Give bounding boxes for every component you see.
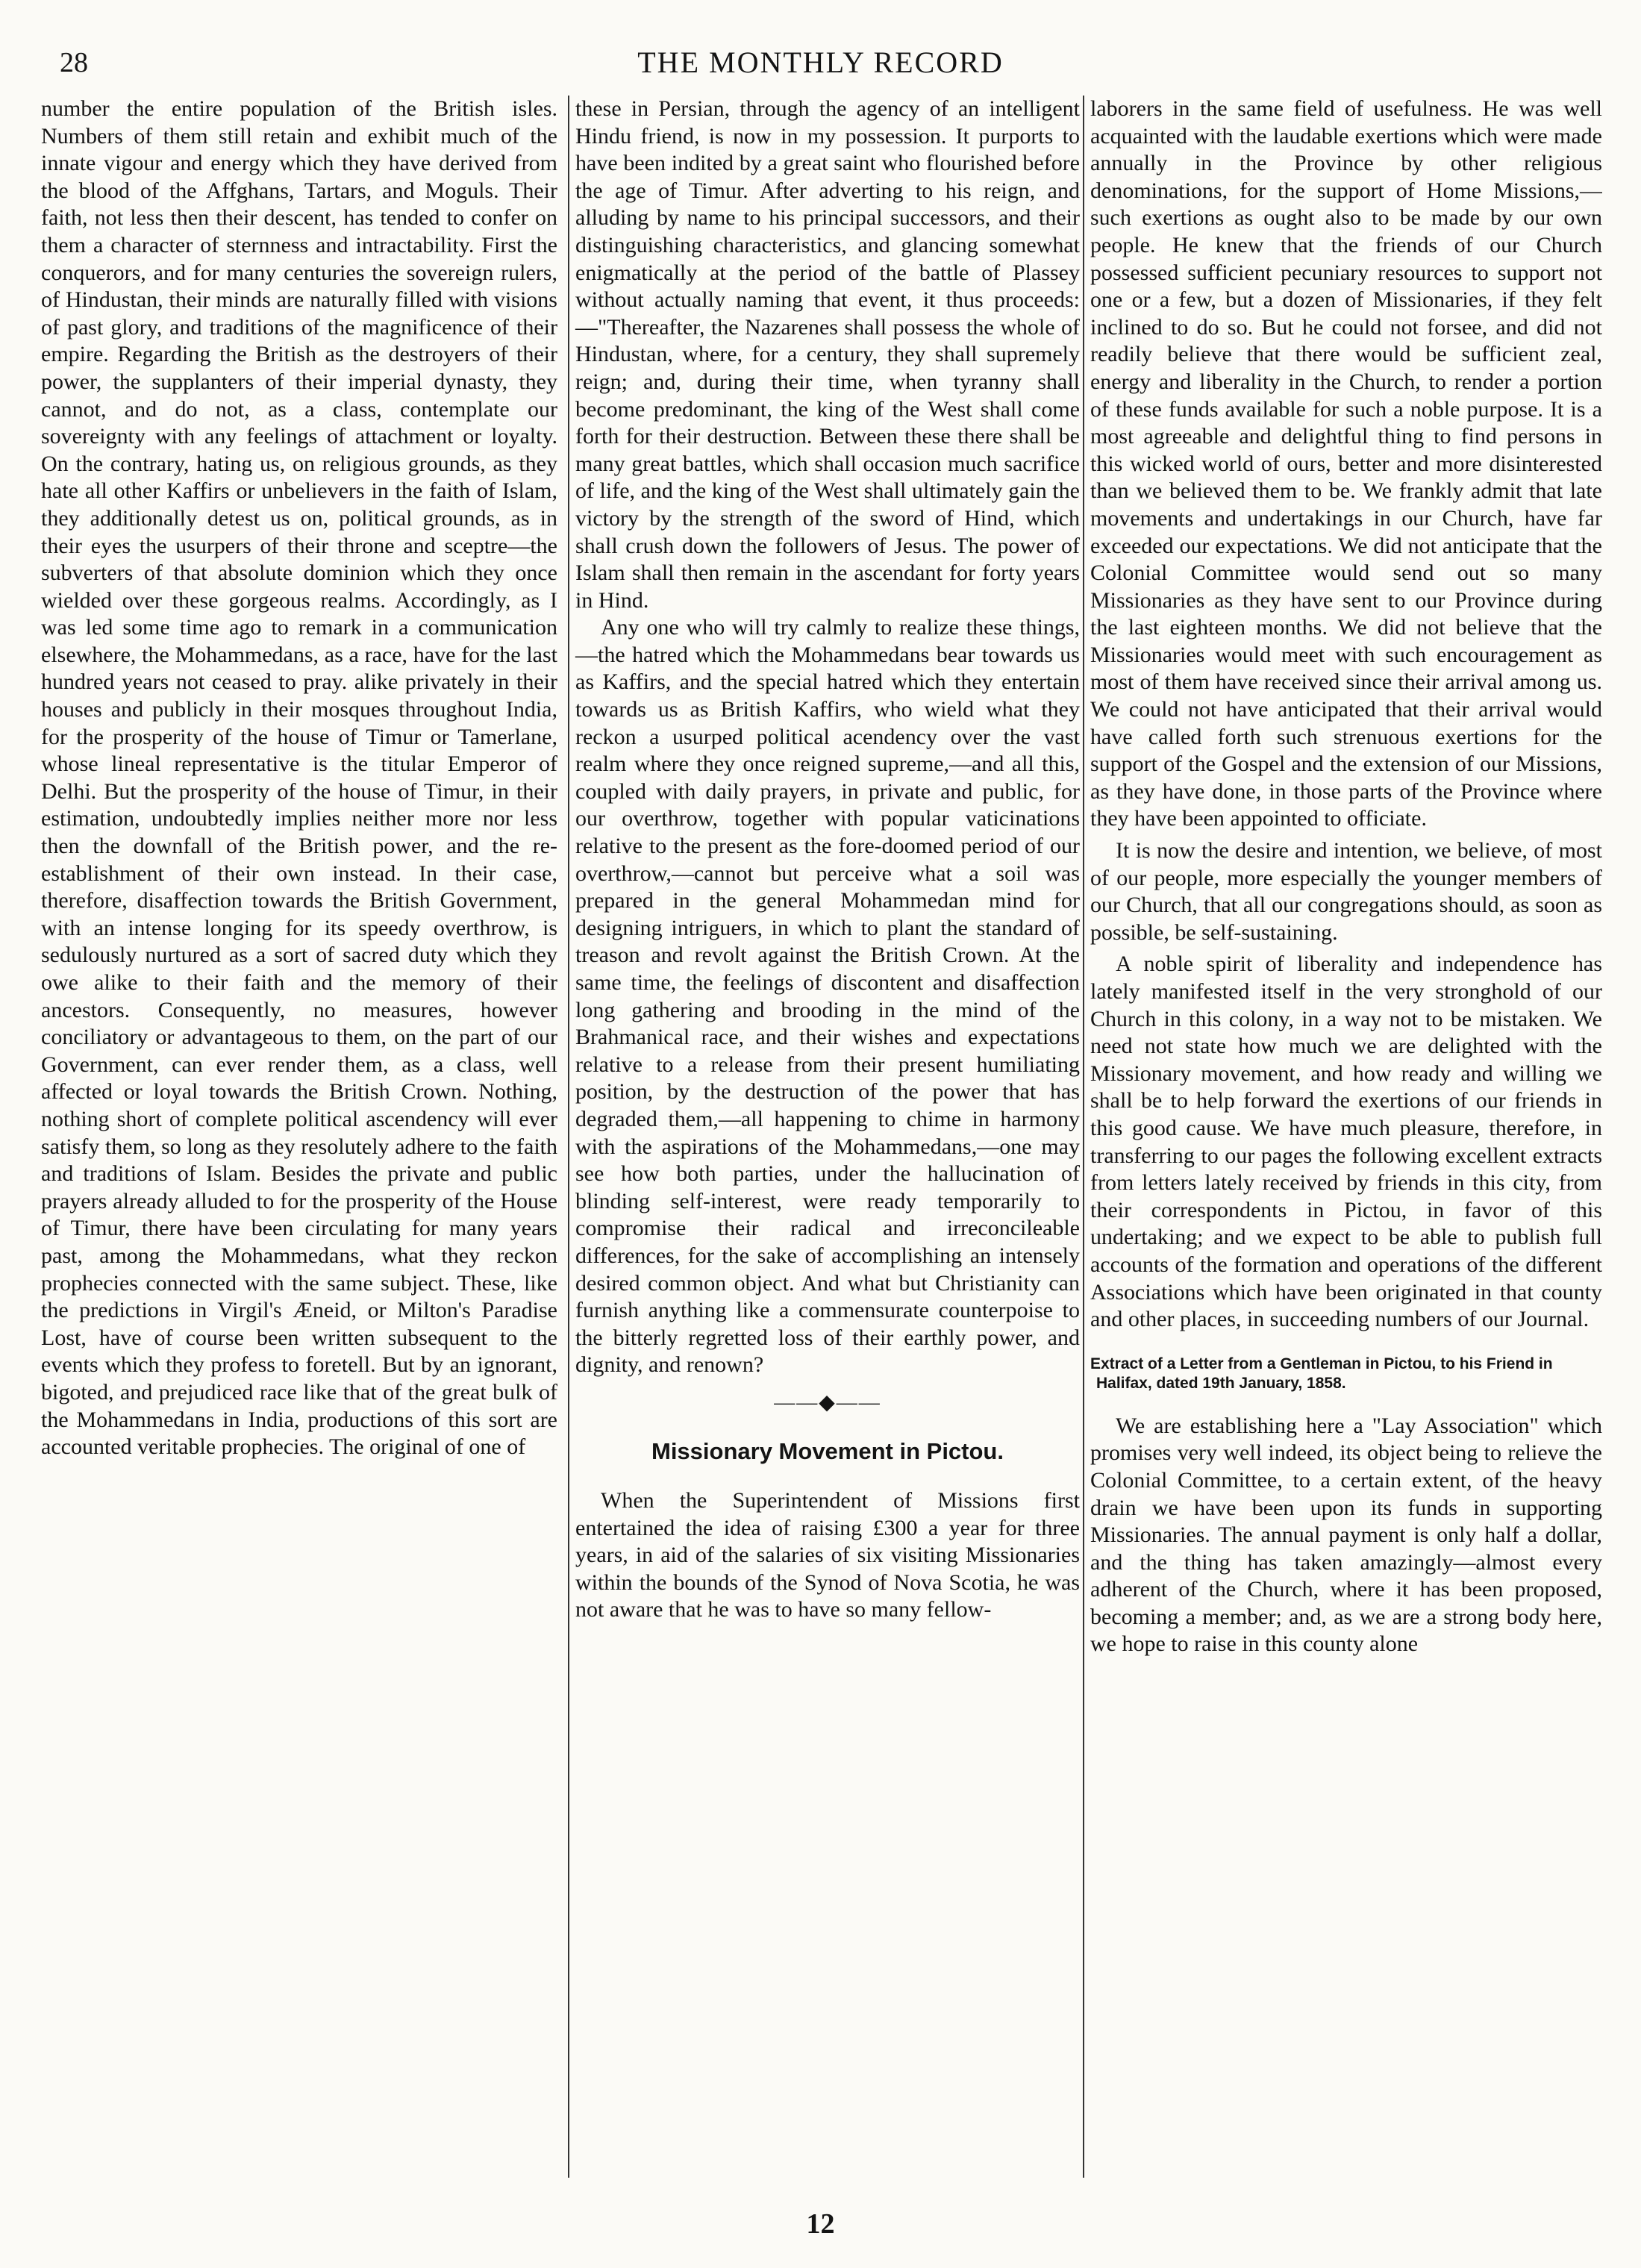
column-2 <box>568 96 1080 2178</box>
extract-heading: Extract of a Letter from a Gentleman in Pictou, to his Friend in Halifax, dated 19th January, 1858. <box>1090 1355 1553 1392</box>
paragraph: We are establishing here a "Lay Association" which promises very well indeed, its object being to relieve the Colonial Committee, to a certain extent, of the heavy drain we have been upon its funds in supporting Missionaries. The annual payment is only half a dollar, and the thing has taken amazingly—almost every adherent of the Church, where it has been proposed, becoming a member; and, as we are a strong body here, we hope to raise in this county alone <box>1090 1413 1602 1657</box>
signature-mark: 12 <box>806 2208 835 2240</box>
article-heading: Missionary Movement in Pictou. <box>651 1437 1004 1464</box>
section-ornament: ——◆—— <box>774 1390 881 1414</box>
page-number: 28 <box>60 47 88 78</box>
paragraph: Any one who will try calmly to realize these things,—the hatred which the Mohammedans bear towards us as Kaffirs, and the special hatred which they entertain towards us as British Kaffirs, who wield what they reckon a usurped political acendency over the vast realm where they once reigned supreme,—and all this, coupled with daily prayers, in private and public, for our overthrow, together with popular vaticinations relative to the present as the fore-doomed period of our overthrow,—cannot but perceive what a soil was prepared in the general Mohammedan mind for designing intriguers, in which to plant the standard of treason and revolt against the British Crown. At the same time, the feelings of discontent and disaffection long gathering and brooding in the mind of the Brahmanical race, and their wishes and expectations relative to a release from their present humiliating position, by the destruction of the power that has degraded them,—all happening to chime in harmony with the aspirations of the Mohammedans,—one may see how both parties, under the hallucination of blinding self-interest, were ready temporarily to compromise their radical and irreconcileable differences, for the sake of accomplishing an intensely desired common object. And what but Christianity can furnish anything like a commensurate counterpoise to the bitterly regretted loss of their earthly power, and dignity, and renown? <box>575 615 1080 1378</box>
paragraph: When the Superintendent of Missions first entertained the idea of raising £300 a year for three years, in aid of the salaries of six visiting Missionaries within the bounds of the Synod of Nova Scotia, he was not aware that he was to have so many fellow- <box>575 1488 1080 1622</box>
running-title: THE MONTHLY RECORD <box>637 46 1004 79</box>
column-3 <box>1083 96 1602 2178</box>
paragraph: laborers in the same field of usefulness. He was well acquainted with the laudable exertions which were made annually in the Province by other religious denominations, for the support of Home Missions,—such exertions as ought also to be made by our own people. He knew that the friends of our Church possessed sufficient pecuniary resources to support not one or a few, but a dozen of Missionaries, if they felt inclined to do so. But he could not forsee, and did not readily believe that there would be sufficient zeal, energy and liberality in the Church, to render a portion of these funds available for such a noble purpose. It is a most agreeable and delightful thing to find persons in this wicked world of ours, better and more disinterested than we believed them to be. We frankly admit that late movements and undertakings in our Church, have far exceeded our expectations. We did not anticipate that the Colonial Committee would send out so many Missionaries as they have sent to our Province during the last eighteen months. We did not believe that the Missionaries would meet with such encouragement as most of them have received since their arrival among us. We could not have anticipated that their arrival would have called forth such strenuous exertions for the support of the Gospel and the extension of our Missions, as they have done, in those parts of the Province where they have been appointed to officiate. <box>1090 96 1602 831</box>
paragraph: It is now the desire and intention, we believe, of most of our people, more especially the younger members of our Church, that all our congregations should, as soon as possible, be self-sustaining. <box>1090 838 1602 945</box>
paragraph: these in Persian, through the agency of an intelligent Hindu friend, is now in my possession. It purports to have been indited by a great saint who flourished before the age of Timur. After adverting to his reign, and alluding by name to his principal successors, and their distinguishing characteristics, and glancing somewhat enigmatically at the period of the battle of Plassey without actually naming that event, it thus proceeds:—"Thereafter, the Nazarenes shall possess the whole of Hindustan, where, for a century, they shall supremely reign; and, during their time, when tyranny shall become predominant, the king of the West shall come forth for their destruction. Between these there shall be many great battles, which shall occasion much sacrifice of life, and the king of the West shall ultimately gain the victory by the strength of the sword of Hind, which shall crush down the followers of Jesus. The power of Islam shall then remain in the ascendant for forty years in Hind. <box>575 96 1080 613</box>
column-1 <box>41 96 557 2178</box>
paragraph: number the entire population of the British isles. Numbers of them still retain and exhibit much of the innate vigour and energy which they have derived from the blood of the Affghans, Tartars, and Moguls. Their faith, not less then their descent, has tended to confer on them a character of sternness and intractability. First the conquerors, and for many centuries the sovereign rulers, of Hindustan, their minds are naturally filled with visions of past glory, and traditions of the magnificence of their empire. Regarding the British as the destroyers of their power, the supplanters of their imperial dynasty, they cannot, and do not, as a class, contemplate our sovereignty with any feelings of attachment or loyalty. On the contrary, hating us, on religious grounds, as they hate all other Kaffirs or unbelievers in the faith of Islam, they additionally detest us on, political grounds, as in their eyes the usurpers of their throne and sceptre—the subverters of that absolute dominion which they once wielded over these gorgeous realms. Accordingly, as I was led some time ago to remark in a communication elsewhere, the Mohammedans, as a race, have for the last hundred years not ceased to pray. alike privately in their houses and publicly in their mosques throughout India, for the prosperity of the house of Timur or Tamerlane, whose lineal representative is the titular Emperor of Delhi. But the prosperity of the house of Timur, in their estimation, undoubtedly implies neither more nor less then the downfall of the British power, and the re-establishment of their own instead. In their case, therefore, disaffection towards the British Government, with an intense longing for its speedy overthrow, is sedulously nurtured as a sort of sacred duty which they owe alike to their faith and the memory of their ancestors. Consequently, no measures, however conciliatory or advantageous to them, on the part of our Government, can ever render them, as a class, well affected or loyal towards the British Crown. Nothing, nothing short of complete political ascendency will ever satisfy them, so long as they resolutely adhere to the faith and traditions of Islam. Besides the private and public prayers already alluded to for the prosperity of the House of Timur, there have been circulating for many years past, among the Mohammedans, what they reckon prophecies connected with the same subject. These, like the predictions in Virgil's Æneid, or Milton's Paradise Lost, have of course been written subsequent to the events which they profess to foretell. But by an ignorant, bigoted, and prejudiced race like that of the great bulk of the Mohammedans in India, productions of this sort are accounted veritable prophecies. The original of one of <box>41 96 557 1460</box>
text-columns <box>41 96 1601 2178</box>
paragraph: A noble spirit of liberality and independence has lately manifested itself in the very stronghold of our Church in this colony, in a way not to be mistaken. We need not state how much we are delighted with the Missionary movement, and how ready and willing we shall be to help forward the exertions of our friends in this good cause. We have much pleasure, therefore, in transferring to our pages the following excellent extracts from letters lately received by friends in this city, from their correspondents in Pictou, in favor of this undertaking; and we expect to be able to publish full accounts of the formation and operations of the different Associations which have been originated in that county and other places, in succeeding numbers of our Journal. <box>1090 952 1602 1332</box>
